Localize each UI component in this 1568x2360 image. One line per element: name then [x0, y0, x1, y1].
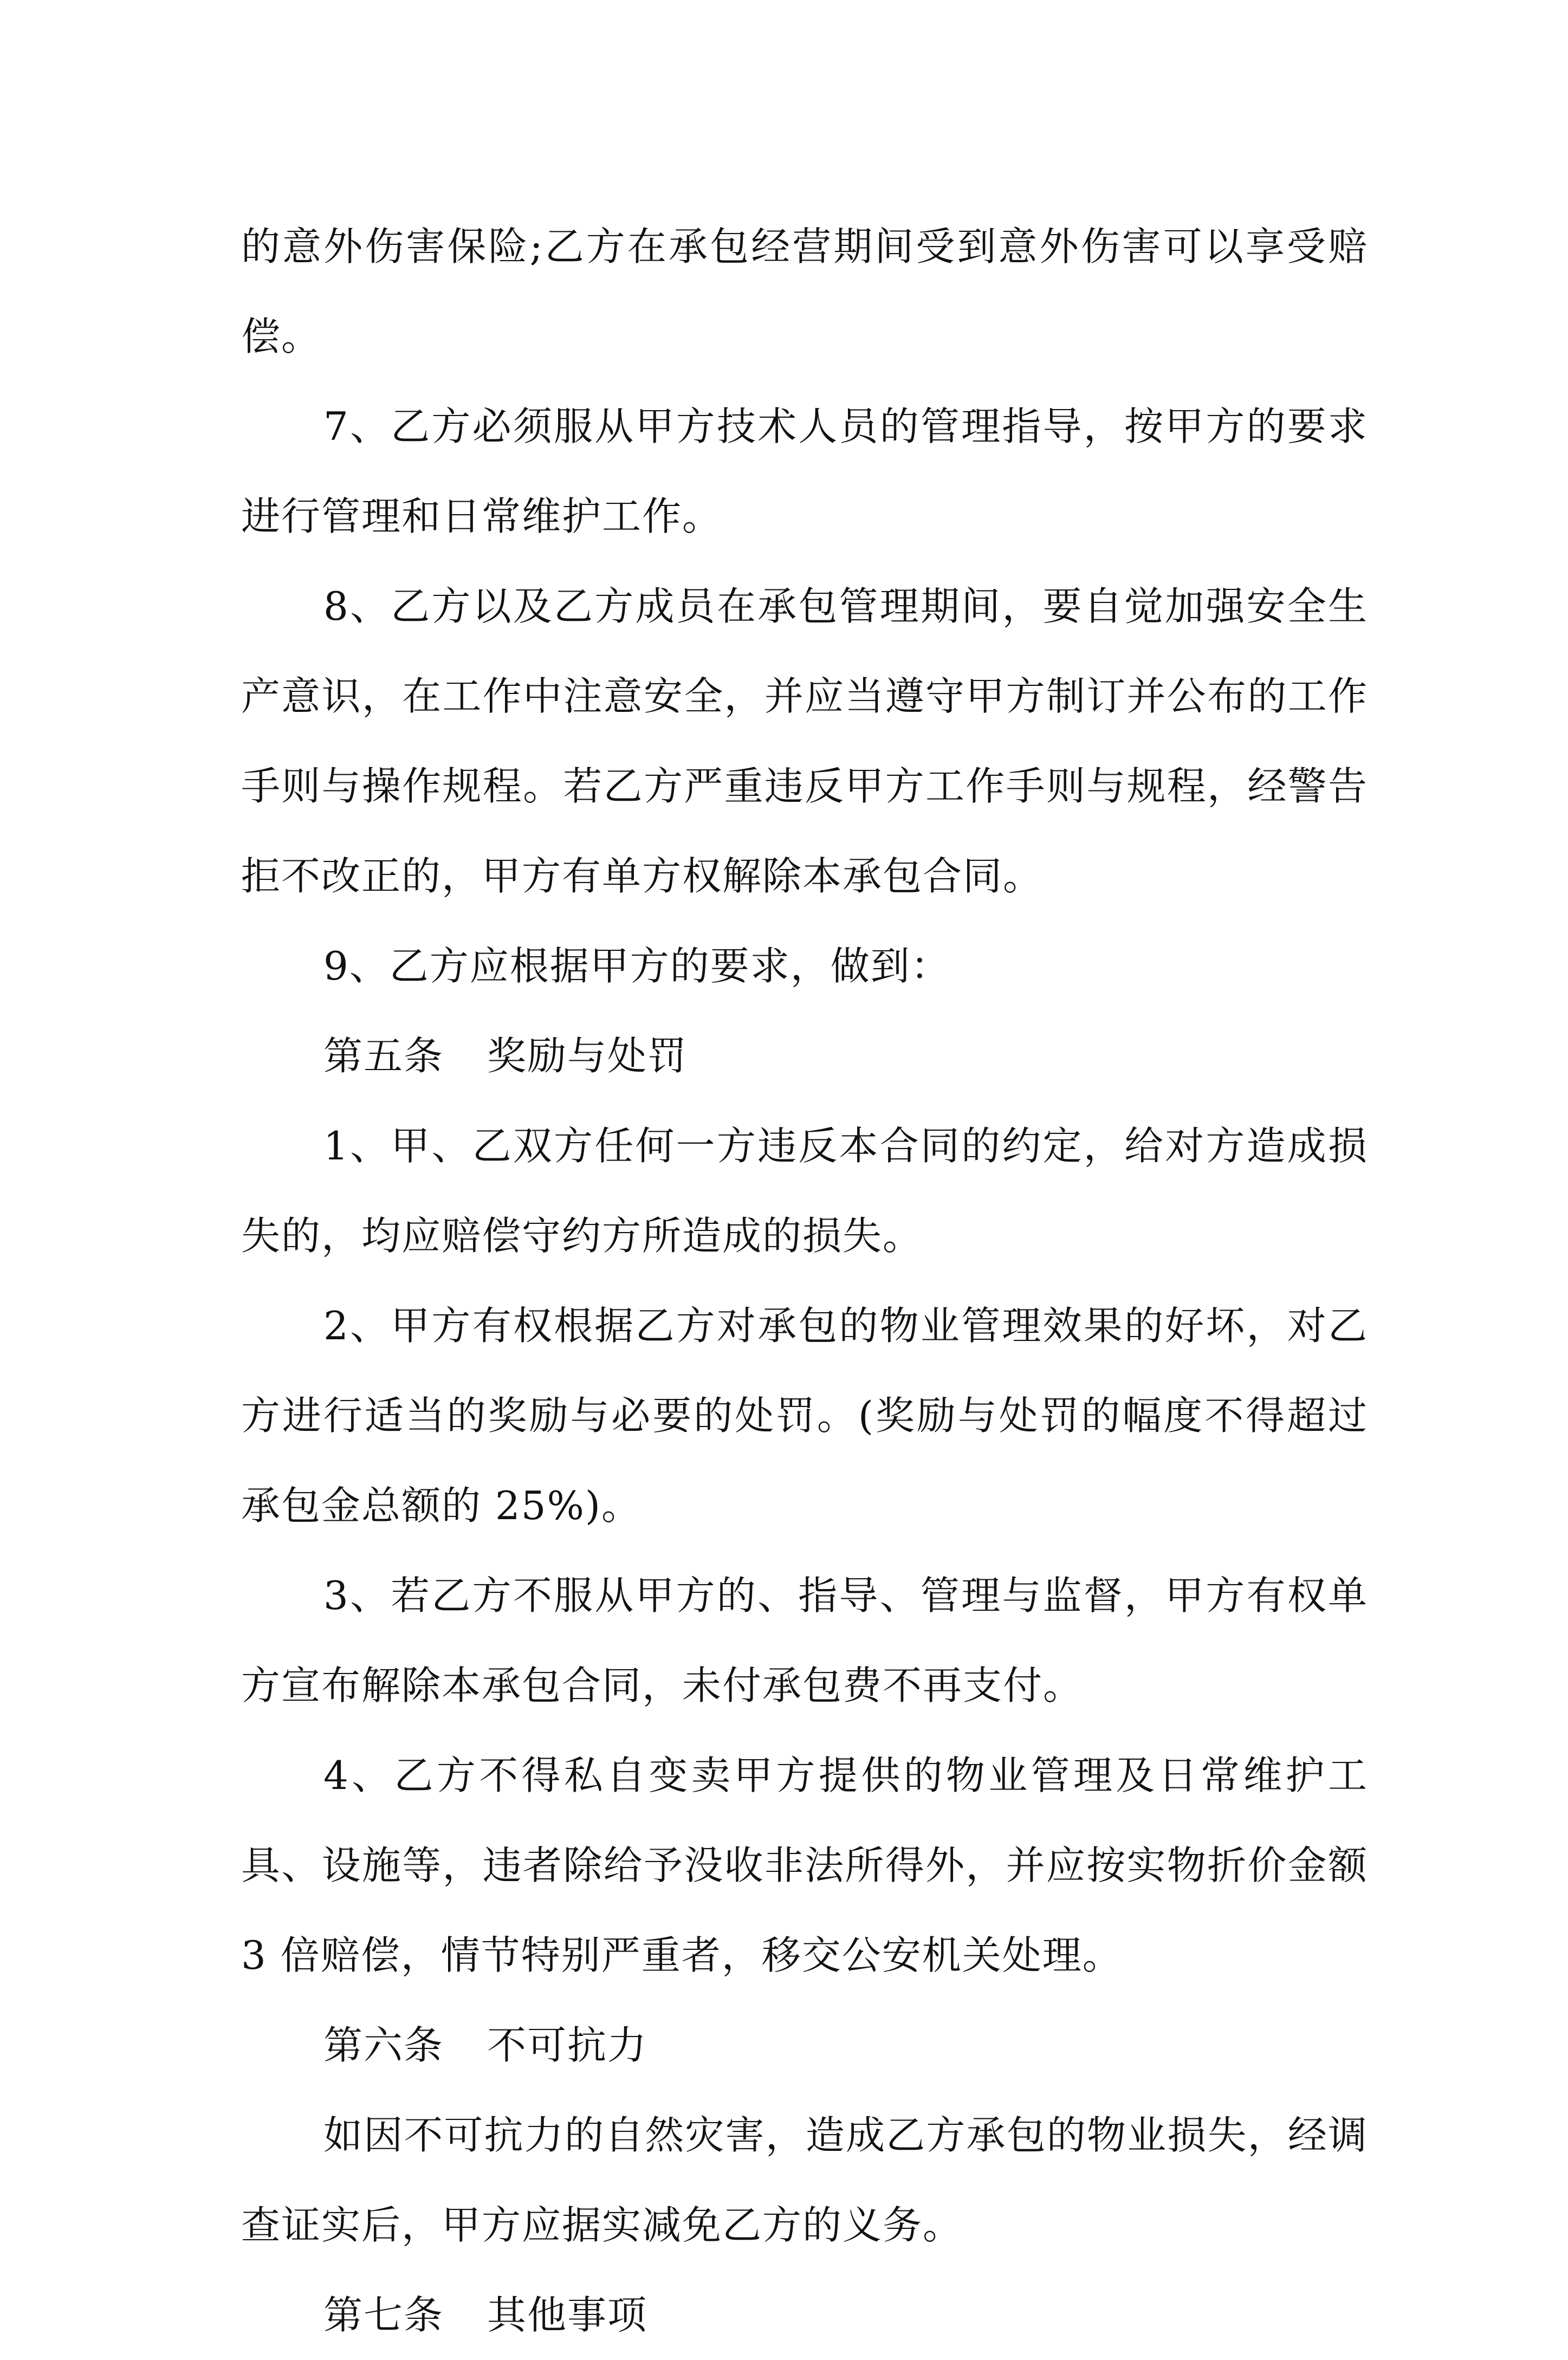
paragraph-article-5-item-2: 2、甲方有权根据乙方对承包的物业管理效果的好坏，对乙方进行适当的奖励与必要的处罚。(奖励与处罚的幅度不得超过承包金总额的 25%)。: [241, 1303, 1368, 1528]
article-7-heading: [241, 2270, 1368, 2360]
article-6-heading: [241, 2000, 1368, 2090]
paragraph-article-5-item-4: 4、乙方不得私自变卖甲方提供的物业管理及日常维护工具、设施等，违者除给予没收非法所得外，并应按实物折价金额 3 倍赔偿，情节特别严重者，移交公安机关处理。: [241, 1753, 1368, 1978]
article-5-heading: [241, 1011, 1368, 1101]
article-6-title: 不可抗力: [487, 2022, 648, 2068]
paragraph-insurance-continued: 的意外伤害保险;乙方在承包经营期间受到意外伤害可以享受赔偿。: [241, 224, 1368, 359]
paragraph-article-5-item-3: 3、若乙方不服从甲方的、指导、管理与监督，甲方有权单方宣布解除本承包合同，未付承包费不再支付。: [241, 1573, 1368, 1708]
paragraph-article-5-item-1: 1、甲、乙双方任何一方违反本合同的约定，给对方造成损失的，均应赔偿守约方所造成的损失。: [241, 1123, 1368, 1259]
article-5-title: 奖励与处罚: [487, 1033, 688, 1079]
article-7-title: 其他事项: [487, 2292, 648, 2338]
paragraph-clause-7: 7、乙方必须服从甲方技术人员的管理指导，按甲方的要求进行管理和日常维护工作。: [241, 404, 1368, 539]
article-5-number: 第五条: [323, 1033, 444, 1079]
paragraph-clause-9: 9、乙方应根据甲方的要求，做到：: [323, 943, 951, 989]
article-7-number: 第七条: [323, 2292, 444, 2338]
article-6-number: 第六条: [323, 2022, 444, 2068]
document-body: [241, 202, 1368, 2360]
paragraph-clause-8: 8、乙方以及乙方成员在承包管理期间，要自觉加强安全生产意识，在工作中注意安全，并应当遵守甲方制订并公布的工作手则与操作规程。若乙方严重违反甲方工作手则与规程，经警告拒不改正的，甲方有单方权解除本承包合同。: [241, 583, 1368, 899]
paragraph-article-6-body: 如因不可抗力的自然灾害，造成乙方承包的物业损失，经调查证实后，甲方应据实减免乙方的义务。: [241, 2112, 1368, 2248]
